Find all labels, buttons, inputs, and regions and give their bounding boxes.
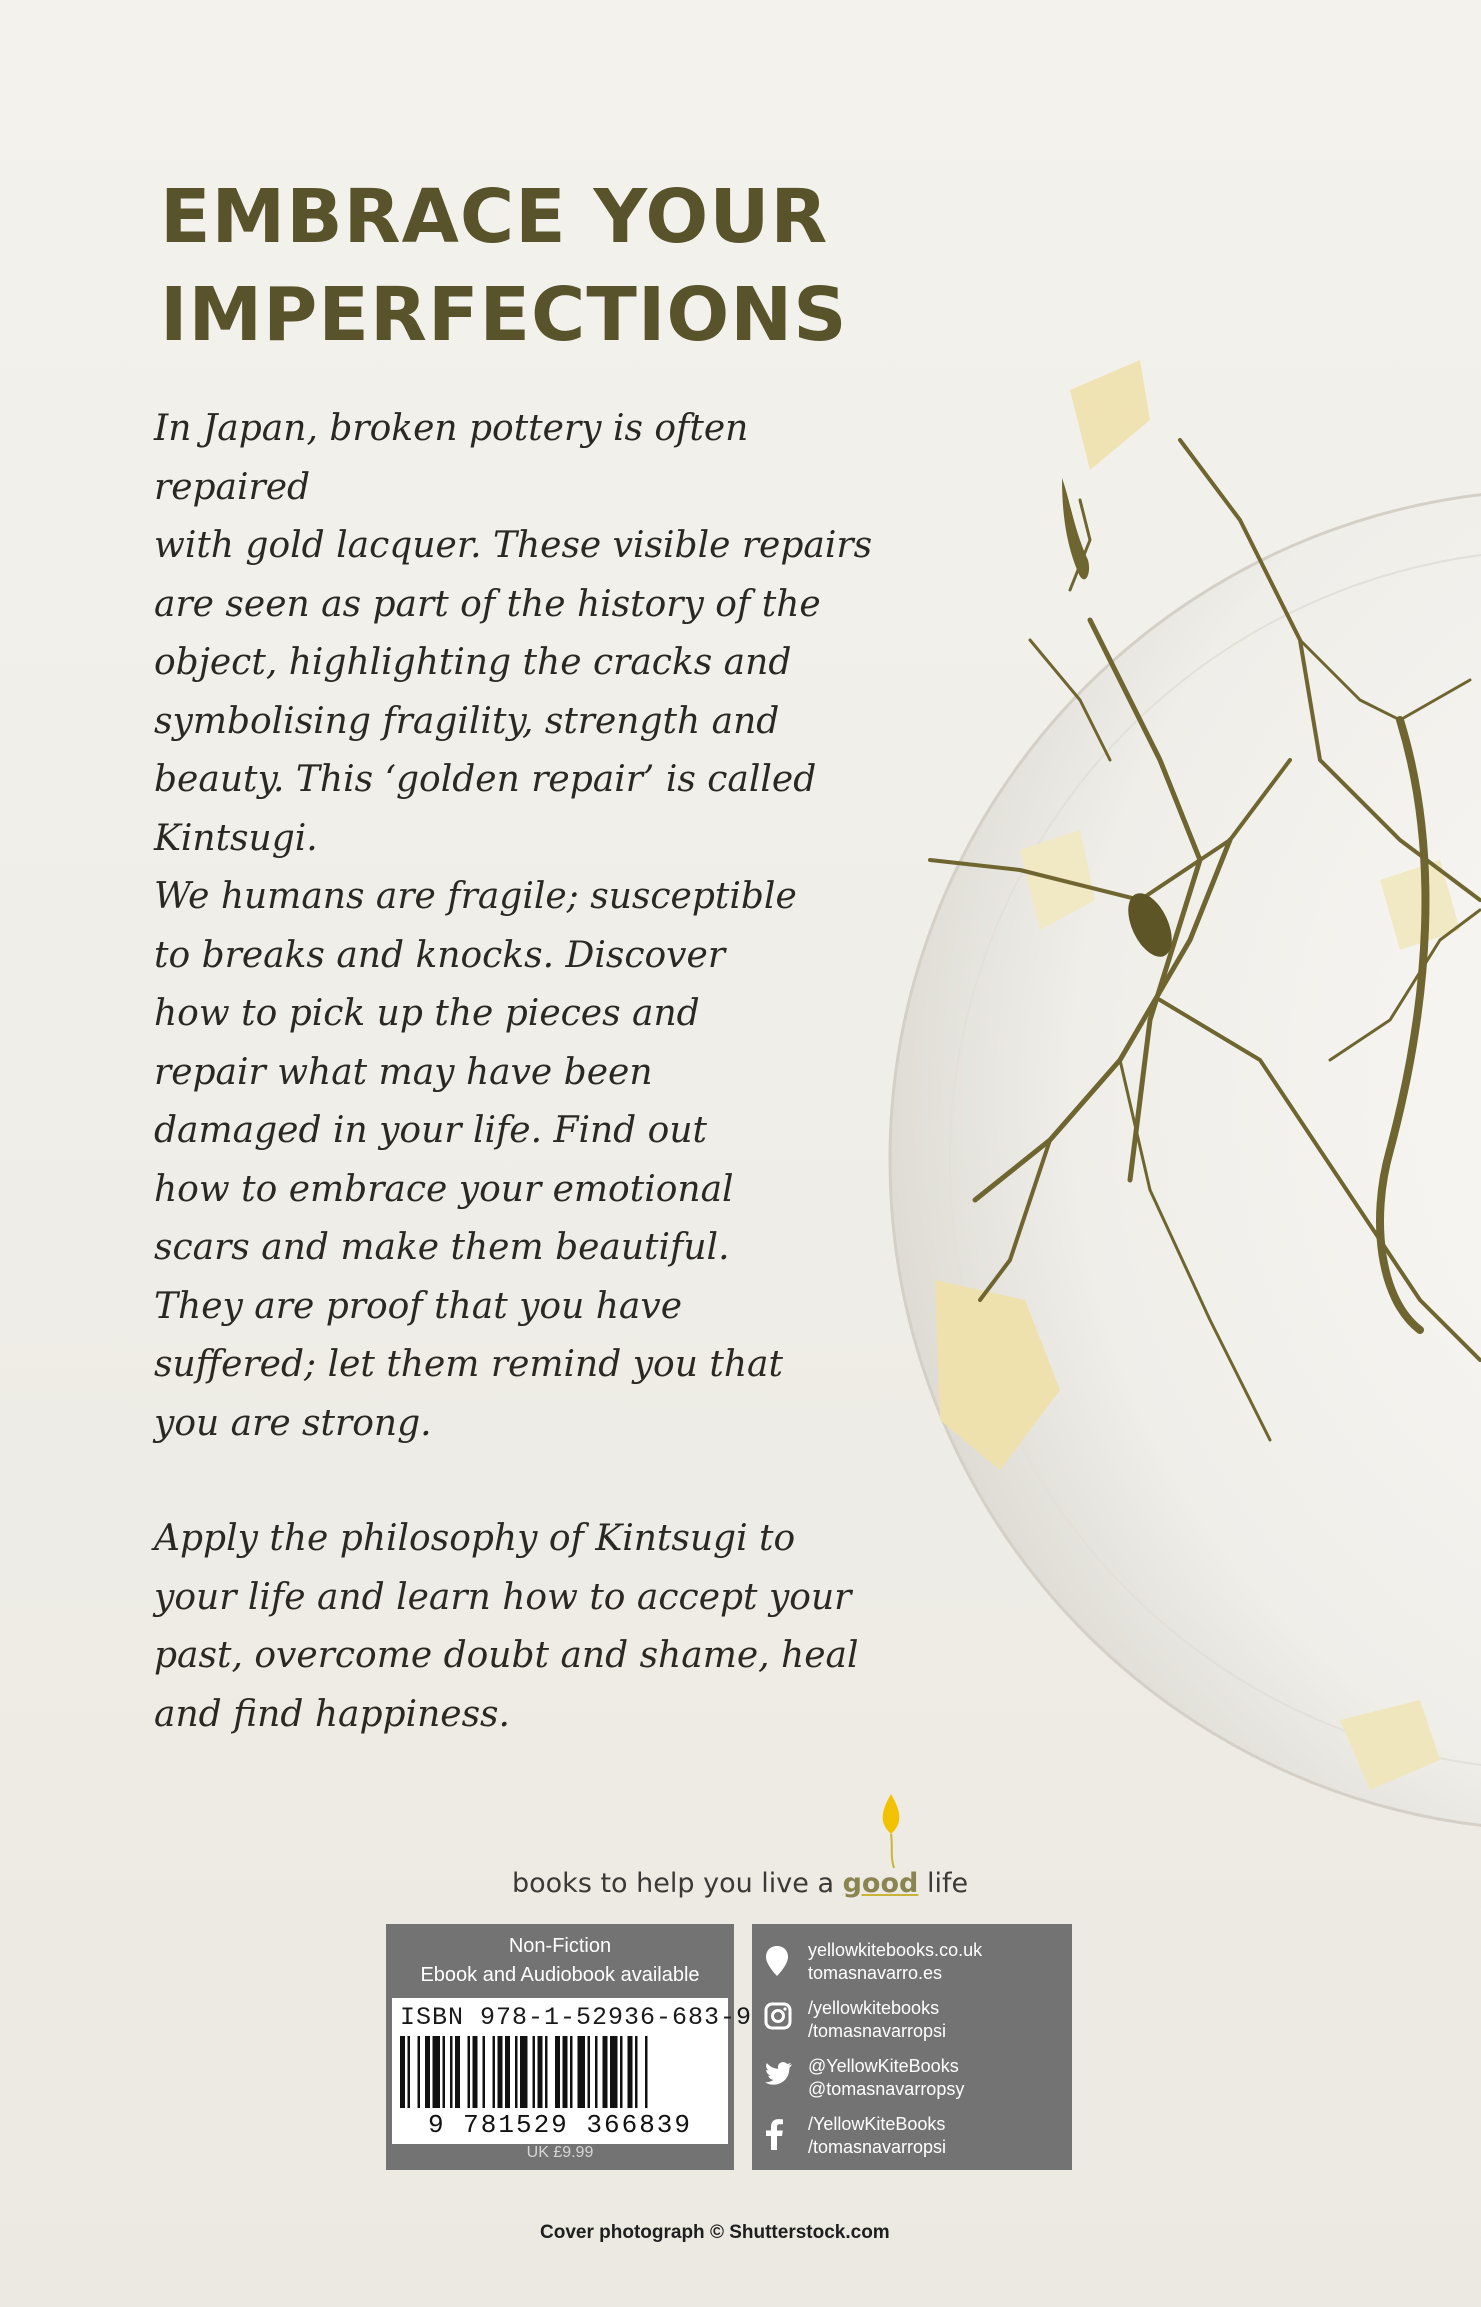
blurb-paragraph-1	[154, 400, 914, 868]
blurb-line: your life and learn how to accept your	[154, 1576, 852, 1618]
barcode-bar	[418, 2036, 421, 2108]
barcode-bar	[533, 2036, 536, 2108]
barcode-bar	[570, 2036, 573, 2108]
blurb-line: how to embrace your emotional	[154, 1168, 734, 1210]
contact-row-instagram	[764, 1996, 1064, 2048]
blurb-line: They are proof that you have	[154, 1285, 683, 1327]
headline	[160, 168, 960, 364]
blurb-line: you are strong.	[154, 1402, 432, 1444]
contact-row-website	[764, 1938, 1064, 1990]
barcode-bar	[555, 2036, 560, 2108]
barcode-bar	[603, 2036, 608, 2108]
barcode-icon	[400, 2036, 720, 2108]
availability-label: Ebook and Audiobook available	[420, 1964, 700, 1986]
instagram-icon	[764, 2002, 792, 2030]
blurb-line: symbolising fragility, strength and	[154, 700, 780, 742]
blurb-line: repair what may have been	[154, 1051, 653, 1093]
barcode-bar	[538, 2036, 543, 2108]
barcode-bar	[473, 2036, 478, 2108]
barcode-bar	[588, 2036, 591, 2108]
barcode-bar	[443, 2036, 446, 2108]
blurb-line: with gold lacquer. These visible repairs	[154, 525, 873, 566]
location-pin-icon	[764, 1944, 790, 1978]
blurb-line: scars and make them beautiful.	[154, 1227, 730, 1268]
tagline-good: good	[842, 1868, 919, 1899]
gold-flake	[1070, 360, 1150, 470]
blurb-line: how to pick up the pieces and	[154, 993, 700, 1034]
barcode-bar	[455, 2036, 460, 2108]
barcode-bar	[620, 2036, 623, 2108]
blurb-line: and find happiness.	[154, 1693, 510, 1735]
plate-body	[890, 490, 1481, 1830]
barcode-bar	[400, 2036, 405, 2108]
twitter-icon	[764, 2060, 794, 2086]
barcode-bar	[595, 2036, 598, 2108]
blurb-line: beauty. This ‘golden repair’ is called	[154, 759, 817, 800]
tagline-life: life	[918, 1868, 969, 1899]
barcode-bar	[628, 2036, 633, 2108]
blurb-line: Kintsugi.	[154, 817, 318, 859]
blurb-line: suffered; let them remind you that	[154, 1344, 783, 1385]
contact-line[interactable]: yellowkitebooks.co.uk	[808, 1940, 983, 1960]
blurb-line: are seen as part of the history of the	[154, 583, 821, 625]
facebook-icon	[764, 2118, 784, 2150]
blurb-line: to breaks and knocks. Discover	[154, 934, 726, 976]
barcode-bar	[425, 2036, 430, 2108]
contact-line[interactable]: @tomasnavarropsy	[808, 2079, 965, 2099]
isbn-number: ISBN 978-1-52936-683-9	[400, 2003, 753, 2032]
headline-line: EMBRACE YOUR	[160, 174, 829, 260]
barcode-bar	[545, 2036, 548, 2108]
contact-row-facebook	[764, 2112, 1064, 2164]
headline-line: IMPERFECTIONS	[160, 272, 848, 358]
crack-drip	[1062, 478, 1089, 579]
blurb-line: We humans are fragile; susceptible	[154, 876, 797, 917]
blurb-paragraph-2	[154, 868, 914, 1453]
barcode-bar	[635, 2036, 638, 2108]
barcode-bar	[515, 2036, 518, 2108]
contact-line[interactable]: /tomasnavarropsi	[808, 2021, 947, 2041]
contact-box	[752, 1924, 1072, 2170]
barcode-bar	[563, 2036, 568, 2108]
contact-row-twitter	[764, 2054, 1064, 2106]
contact-line[interactable]: /YellowKiteBooks	[808, 2114, 946, 2134]
barcode-panel	[392, 1998, 753, 2144]
price-label: UK £9.99	[526, 2144, 594, 2161]
barcode-bar	[433, 2036, 441, 2108]
barcode-bar	[468, 2036, 471, 2108]
blurb-line: object, highlighting the cracks and	[154, 642, 792, 683]
barcode-bar	[493, 2036, 496, 2108]
barcode-bar	[408, 2036, 411, 2108]
tagline-prefix: books to help you live a	[512, 1868, 843, 1899]
blurb-line: In Japan, broken pottery is often repaired	[154, 408, 749, 508]
barcode-bar	[645, 2036, 648, 2108]
genre-label: Non-Fiction	[508, 1935, 612, 1957]
barcode-bar	[505, 2036, 510, 2108]
barcode-bar	[520, 2036, 528, 2108]
blurb-line: damaged in your life. Find out	[154, 1110, 707, 1151]
barcode-bar	[450, 2036, 453, 2108]
contact-line[interactable]: /yellowkitebooks	[808, 1998, 940, 2018]
barcode-digits: 9 781529 366839	[427, 2110, 693, 2140]
contact-line[interactable]: tomasnavarro.es	[808, 1963, 943, 1983]
barcode-bar	[483, 2036, 486, 2108]
contact-line[interactable]: /tomasnavarropsi	[808, 2137, 947, 2157]
yellow-kite-logo-icon	[876, 1790, 906, 1870]
blurb-line: Apply the philosophy of Kintsugi to	[154, 1518, 796, 1559]
blurb-line: past, overcome doubt and shame, heal	[154, 1635, 859, 1676]
photo-credit: Cover photograph © Shutterstock.com	[540, 2222, 890, 2243]
blurb-paragraph-3	[154, 1510, 914, 1744]
barcode-bar	[578, 2036, 586, 2108]
barcode-bar	[498, 2036, 503, 2108]
barcode-bar	[610, 2036, 618, 2108]
publisher-tagline	[512, 1868, 968, 1899]
info-box	[386, 1924, 753, 2170]
contact-line[interactable]: @YellowKiteBooks	[808, 2056, 959, 2076]
